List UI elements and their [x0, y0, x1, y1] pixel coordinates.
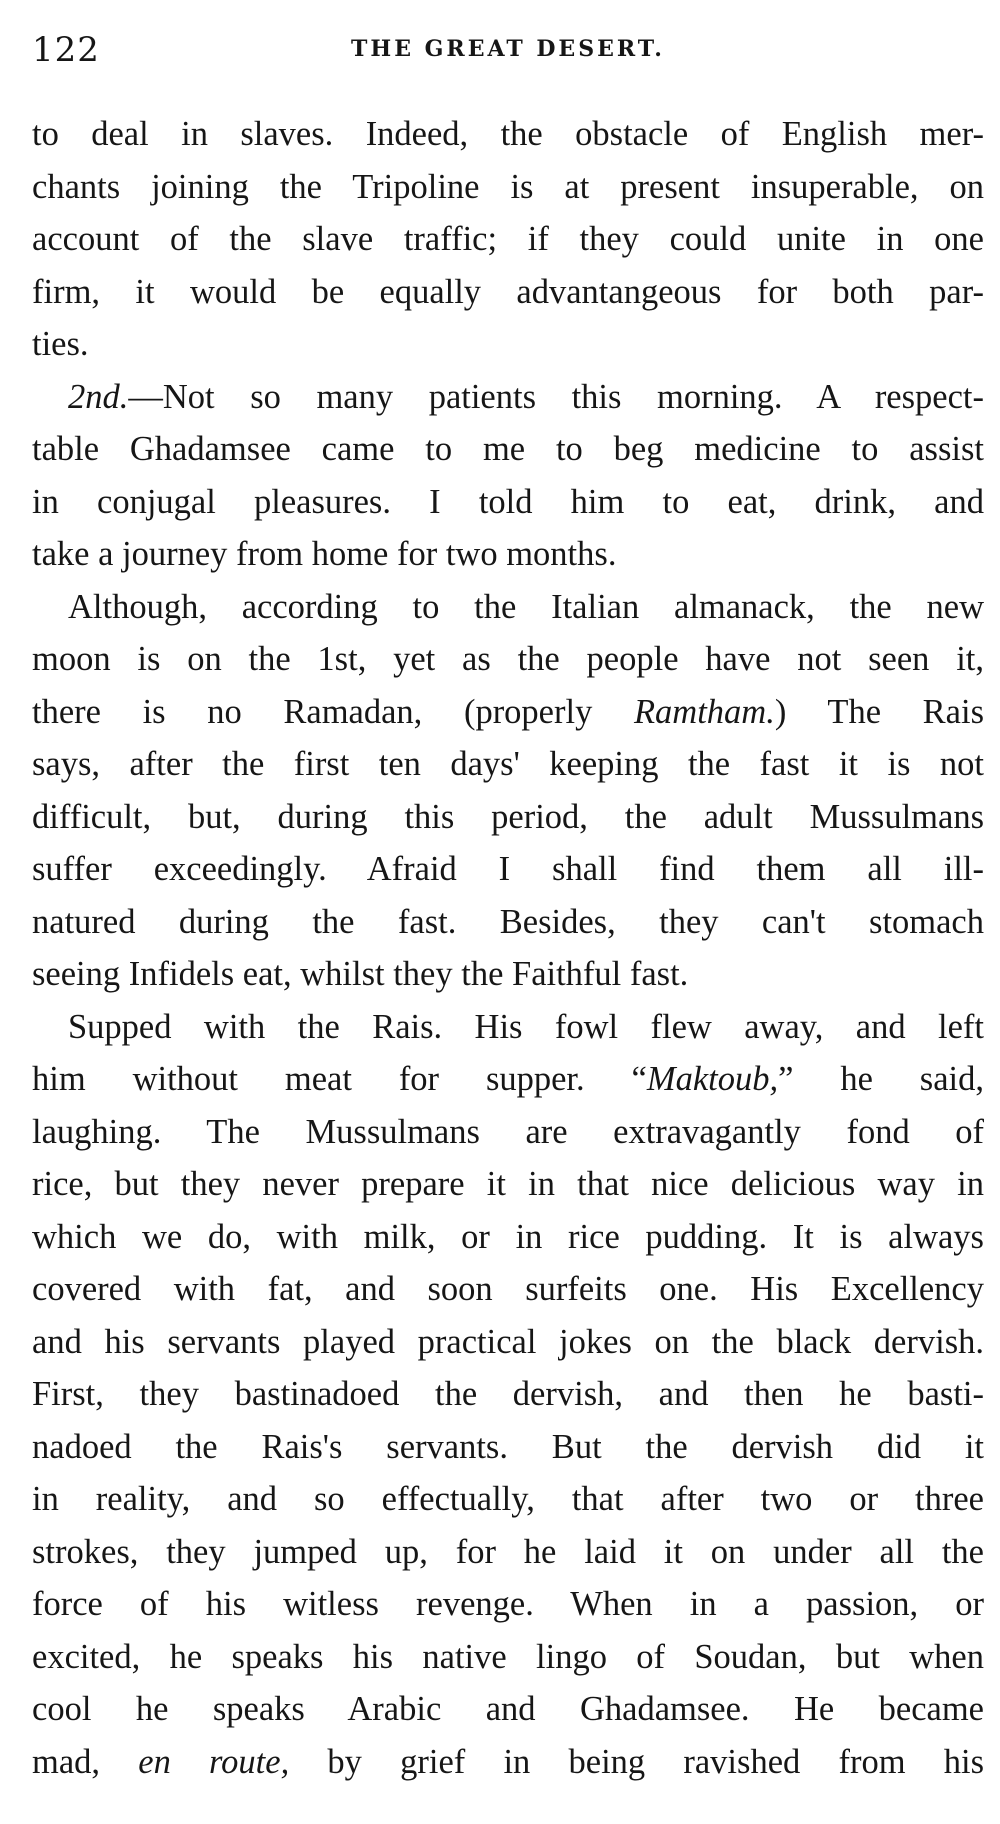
italic-text: en route, — [138, 1742, 290, 1781]
text-line: natured during the fast. Besides, they can't stomach — [32, 902, 984, 941]
text-line: chants joining the Tripoline is at present insuperable, on — [32, 167, 984, 206]
page-header — [32, 30, 984, 80]
page-number: 122 — [32, 30, 100, 70]
text-line: and his servants played practical jokes on the black dervish. — [32, 1322, 984, 1361]
text-line: strokes, they jumped up, for he laid it on under all the — [32, 1532, 984, 1571]
text-line: 2nd.—Not so many patients this morning. A respect- — [68, 377, 984, 416]
italic-text: Ramtham. — [633, 692, 775, 731]
text-line: Although, according to the Italian almanack, the new — [68, 587, 984, 626]
text-line: ties. — [32, 325, 89, 363]
italic-text: Maktoub, — [646, 1060, 779, 1098]
text-line: moon is on the 1st, yet as the people have not seen it, — [32, 640, 984, 678]
text-line: laughing. The Mussulmans are extravagantly fond of — [32, 1112, 984, 1151]
text-line: take a journey from home for two months. — [32, 535, 617, 573]
text-line: mad, en route, by grief in being ravished from his — [32, 1742, 985, 1781]
text-line: him without meat for supper. “Maktoub,” he said, — [32, 1060, 984, 1098]
text-line: in reality, and so effectually, that after two or three — [32, 1480, 984, 1518]
running-head: THE GREAT DESERT. — [351, 36, 665, 62]
text-line: covered with fat, and soon surfeits one. His Excellency — [32, 1270, 984, 1308]
body-text — [32, 108, 984, 1788]
text-line: First, they bastinadoed the dervish, and then he basti- — [32, 1375, 984, 1413]
text-line: difficult, but, during this period, the adult Mussulmans — [32, 797, 984, 836]
text-line: says, after the first ten days' keeping the fast it is not — [32, 745, 984, 783]
italic-text: 2nd. — [68, 377, 129, 416]
text-line: which we do, with milk, or in rice pudding. It is always — [32, 1217, 984, 1256]
text-line: there is no Ramadan, (properly Ramtham.) The Rais — [32, 692, 984, 731]
text-line: firm, it would be equally advantangeous for both par- — [32, 272, 984, 311]
text-line: nadoed the Rais's servants. But the dervish did it — [32, 1427, 984, 1466]
text-line: Supped with the Rais. His fowl flew away, and left — [68, 1007, 984, 1046]
text-line: force of his witless revenge. When in a passion, or — [32, 1585, 984, 1623]
text-line: in conjugal pleasures. I told him to eat, drink, and — [32, 482, 984, 521]
text-line: excited, he speaks his native lingo of Soudan, but when — [32, 1637, 984, 1676]
text-line: suffer exceedingly. Afraid I shall find them all ill- — [32, 850, 984, 888]
text-line: account of the slave traffic; if they could unite in one — [32, 220, 984, 258]
text-line: table Ghadamsee came to me to beg medicine to assist — [32, 430, 984, 468]
text-line: to deal in slaves. Indeed, the obstacle of English mer- — [32, 115, 984, 153]
text-line: rice, but they never prepare it in that nice delicious way in — [32, 1165, 984, 1203]
text-line: cool he speaks Arabic and Ghadamsee. He became — [32, 1690, 984, 1728]
text-line: seeing Infidels eat, whilst they the Faithful fast. — [32, 955, 689, 993]
